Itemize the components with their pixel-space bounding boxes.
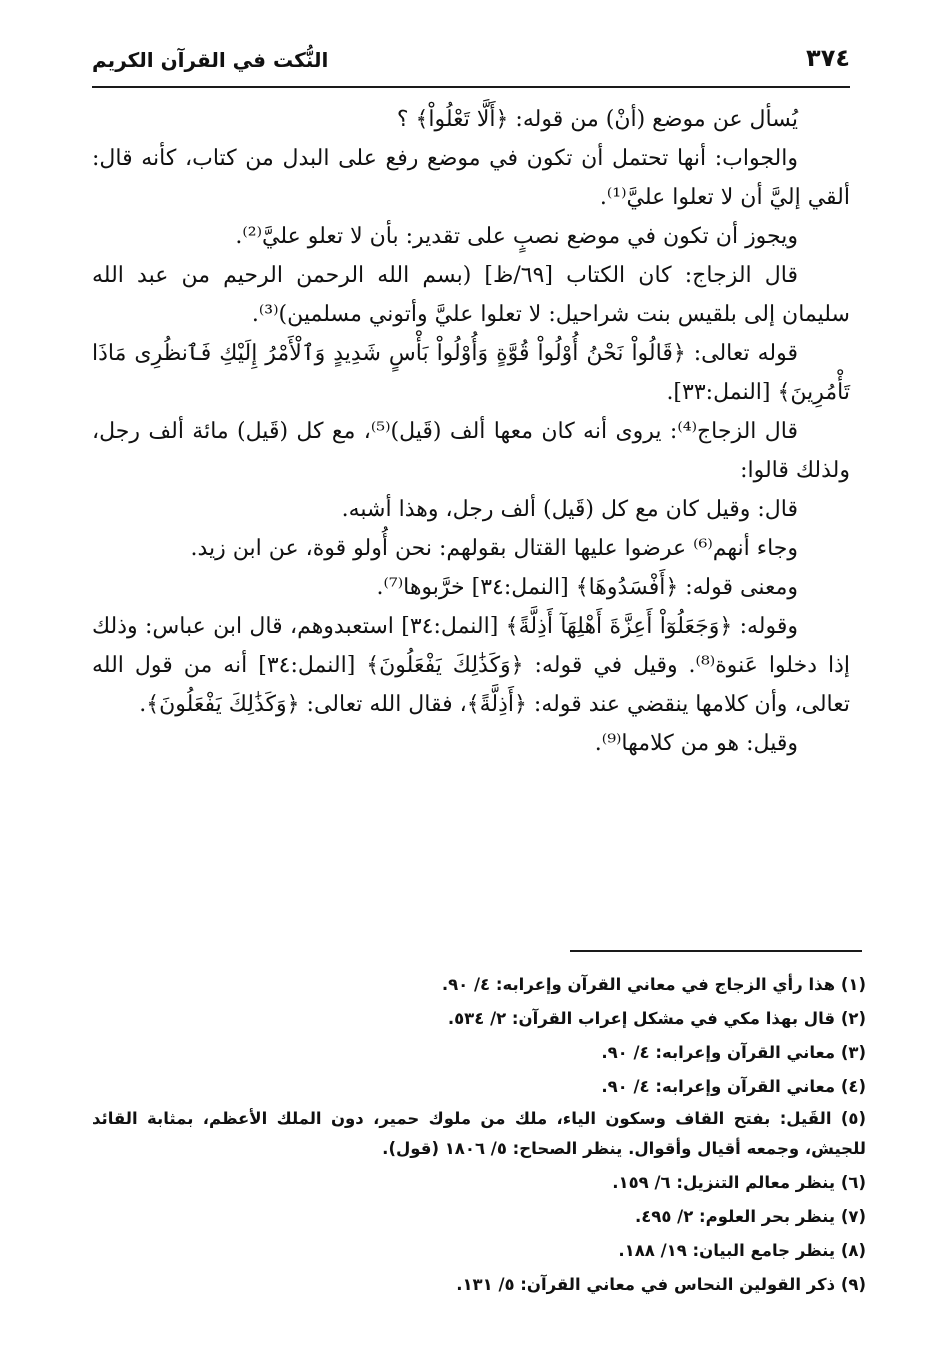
footnote-separator: [570, 950, 862, 952]
footnote: (٢) قال بهذا مكي في مشكل إعراب القرآن: ٢/ ٥٣٤.: [447, 1009, 866, 1028]
footnotes: [92, 968, 866, 1302]
running-title: النُّكت في القرآن الكريم: [92, 48, 329, 72]
footnote: (٤) معاني القرآن وإعرابه: ٤/ ٩٠.: [601, 1077, 866, 1096]
paragraph: قال: وقيل كان مع كل (قَيل) ألف رجل، وهذا أشبه.: [341, 497, 798, 522]
paragraph: وقيل: هو من كلامها⁽⁹⁾.: [594, 731, 798, 756]
page-header: [92, 42, 850, 88]
page-number: ٣٧٤: [806, 44, 850, 72]
footnote: (٨) ينظر جامع البيان: ١٩/ ١٨٨.: [618, 1241, 866, 1260]
footnote: (١) هذا رأي الزجاج في معاني القرآن وإعرابه: ٤/ ٩٠.: [441, 975, 866, 994]
paragraph: وجاء أنهم⁽⁶⁾ عرضوا عليها القتال بقولهم: نحن أُولو قوة، عن ابن زيد.: [190, 536, 798, 561]
paragraph: وقوله: ﴿وَجَعَلُوٓاْ أَعِزَّةَ أَهْلِهَآ أَذِلَّةً﴾ [النمل:٣٤] استعبدوهم، قال ابن عباس: وذلك إذا دخلوا عَنوة⁽⁸⁾. وقيل في قوله: ﴿وَكَذَٰلِكَ يَفْعَلُونَ﴾ [النمل:٣٤] أنه من قول الله تعالى، وأن كلامها ينقضي عند قوله: ﴿أَذِلَّةً﴾، فقال الله تعالى: ﴿وَكَذَٰلِكَ يَفْعَلُونَ﴾.: [92, 614, 850, 717]
footnote: (٩) ذكر القولين النحاس في معاني القرآن: ٥/ ١٣١.: [456, 1275, 866, 1294]
paragraph: قال الزجاج: كان الكتاب [٦٩/ظ] (بسم الله الرحمن الرحيم من عبد الله سليمان إلى بلقيس بنت شراحيل: لا تعلوا عليَّ وأتوني مسلمين)⁽³⁾.: [92, 263, 850, 327]
paragraph: والجواب: أنها تحتمل أن تكون في موضع رفع على البدل من كتاب، كأنه قال: ألقي إليَّ أن لا تعلوا عليَّ⁽¹⁾.: [92, 146, 850, 210]
footnote: (٥) القَيل: بفتح القاف وسكون الياء، ملك من ملوك حمير، دون الملك الأعظم، بمثابة القائد للجيش، وجمعه أقيال وأقوال. ينظر الصحاح: ٥/ ١٨٠٦ (قول).: [92, 1109, 866, 1158]
footnote: (٣) معاني القرآن وإعرابه: ٤/ ٩٠.: [601, 1043, 866, 1062]
paragraph: قال الزجاج⁽⁴⁾: يروى أنه كان معها ألف (قَيل)⁽⁵⁾، مع كل (قَيل) مائة ألف رجل، ولذلك قالوا:: [92, 419, 850, 483]
paragraph: ومعنى قوله: ﴿أَفْسَدُوهَا﴾ [النمل:٣٤] خرَّبوها⁽⁷⁾.: [376, 575, 798, 600]
footnote: (٧) ينظر بحر العلوم: ٢/ ٤٩٥.: [634, 1207, 866, 1226]
paragraph: يُسأل عن موضع (أنْ) من قوله: ﴿أَلَّا تَعْلُواْ﴾ ؟: [396, 107, 798, 132]
footnote: (٦) ينظر معالم التنزيل: ٦/ ١٥٩.: [612, 1173, 866, 1192]
paragraph: قوله تعالى: ﴿قَالُواْ نَحْنُ أُوْلُواْ قُوَّةٍ وَأُوْلُواْ بَأْسٍ شَدِيدٍ وَٱلْأَمْرُ إِلَيْكِ فَٱنظُرِى مَاذَا تَأْمُرِينَ﴾ [النمل:٣٣].: [92, 341, 850, 405]
paragraph: ويجوز أن تكون في موضع نصبٍ على تقدير: بأن لا تعلو عليَّ⁽²⁾.: [235, 224, 798, 249]
main-text: [92, 100, 850, 763]
